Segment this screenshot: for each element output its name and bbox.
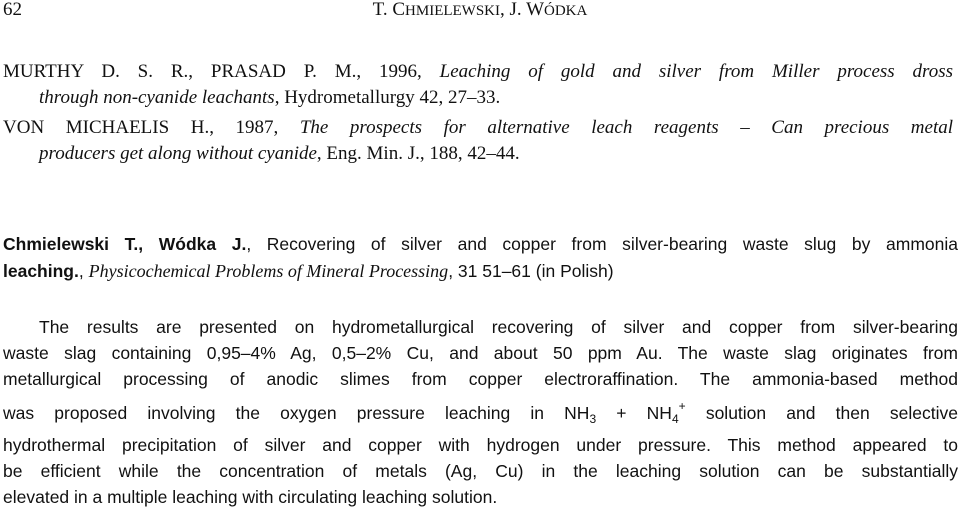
running-head-part: HMIELEWSKI — [405, 3, 501, 19]
reference-murthy — [3, 59, 953, 111]
subscript: 3 — [589, 411, 597, 426]
abstract-title: , Recovering of silver and copper from silver-bearing waste slug by ammonia — [246, 234, 958, 254]
reference-line — [3, 115, 953, 141]
running-head — [0, 0, 960, 21]
abstract-citation-line — [3, 258, 958, 285]
reference-authors: VON MICHAELIS H., 1987, — [3, 117, 300, 138]
reference-title: through non-cyanide leachants — [39, 87, 275, 108]
abstract-line: elevated in a multiple leaching with circulating leaching solution. — [3, 487, 498, 508]
journal-citation: , 31 51–61 (in Polish) — [448, 261, 614, 281]
separator: , — [78, 261, 89, 281]
abstract-text: solution and then selective — [685, 402, 958, 423]
reference-line — [3, 85, 953, 111]
running-head-part: ÓDKA — [544, 3, 588, 19]
reference-source: , Eng. Min. J., 188, 42–44. — [316, 143, 520, 164]
reference-authors: MURTHY D. S. R., PRASAD P. M., 1996, — [3, 61, 440, 82]
abstract-authors: Chmielewski T., Wódka J. — [3, 234, 247, 254]
abstract-line: be efficient while the concentration of metals (Ag, Cu) in the leaching solution can be substantially — [3, 461, 958, 482]
abstract-line: The results are presented on hydrometallurgical recovering of silver and copper from silver-bearing — [39, 317, 958, 337]
abstract-line: waste slag containing 0,95–4% Ag, 0,5–2% Cu, and about 50 ppm Au. The waste slag originates from — [3, 343, 958, 364]
reference-title: producers get along without cyanide — [39, 143, 317, 164]
abstract-citation-line — [3, 231, 958, 258]
abstract-title-end: leaching. — [3, 261, 79, 281]
reference-von-michaelis — [3, 115, 953, 167]
abstract-line — [3, 393, 958, 432]
abstract-body — [3, 314, 958, 510]
reference-line — [3, 59, 953, 85]
running-head-part: T. C — [372, 0, 406, 20]
reference-title: Leaching of gold and silver from Miller process dross — [439, 61, 954, 82]
abstract-line: metallurgical processing of anodic slimes from copper electroraffination. The ammonia-based method — [3, 369, 958, 390]
reference-title: The prospects for alternative leach reagents – Can precious metal — [299, 117, 954, 138]
abstract-text: + NH — [596, 402, 672, 423]
reference-source: , Hydrometallurgy 42, 27–33. — [274, 87, 501, 108]
page-number: 62 — [3, 0, 22, 20]
reference-line — [3, 141, 953, 167]
superscript: + — [678, 398, 686, 413]
abstract-line: hydrothermal precipitation of silver and copper with hydrogen under pressure. This method appeared to — [3, 434, 958, 455]
running-head-part: , J. W — [500, 0, 544, 20]
journal-name: Physicochemical Problems of Mineral Processing — [88, 261, 449, 281]
subscript: 4 — [671, 411, 679, 426]
abstract-text: was proposed involving the oxygen pressure leaching in NH — [3, 402, 590, 423]
abstract-citation — [3, 231, 958, 285]
